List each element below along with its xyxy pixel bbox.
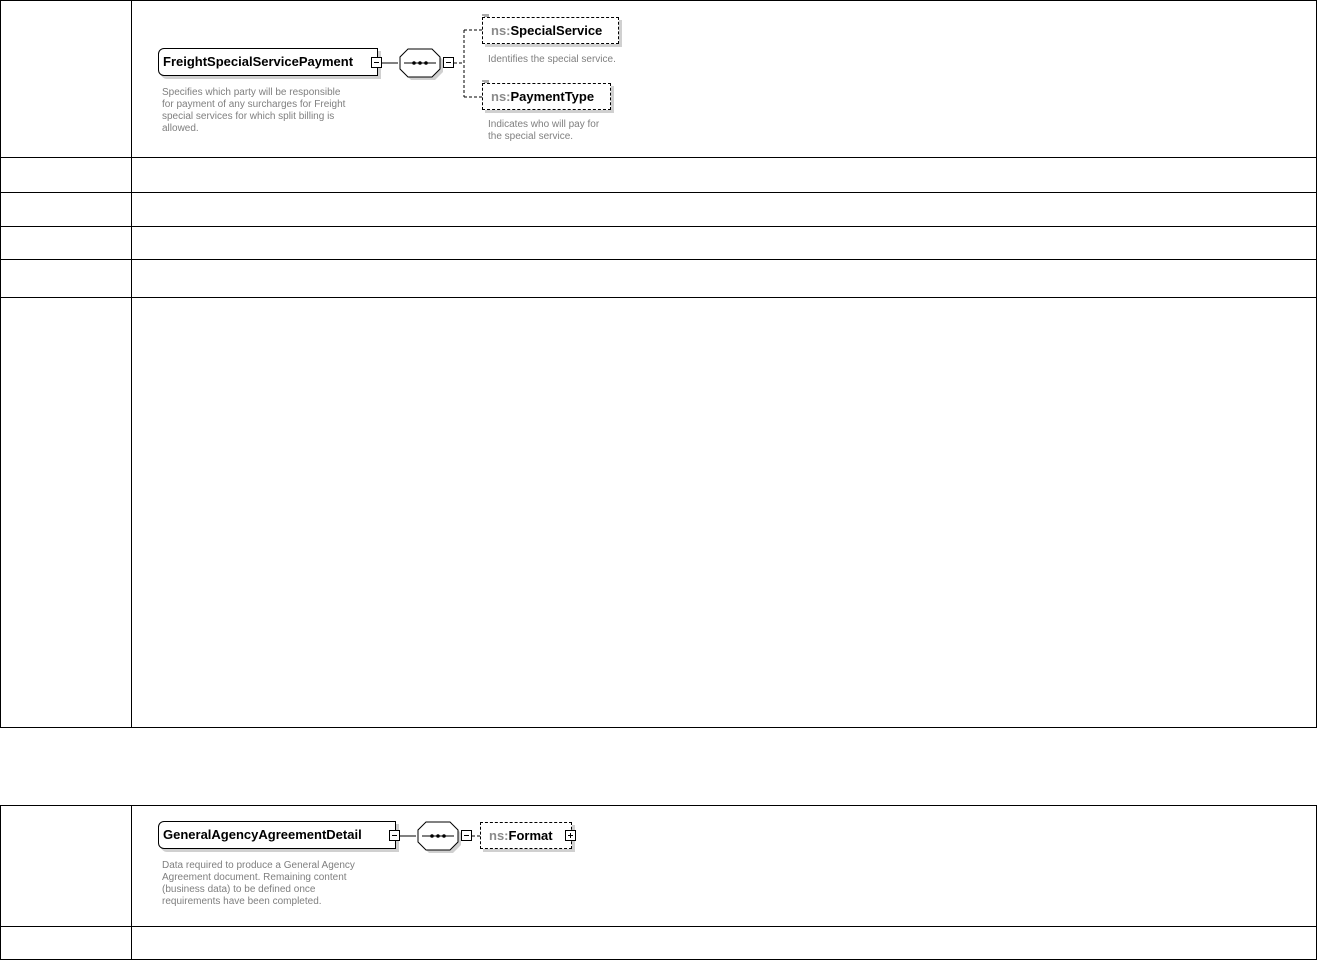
special-service-documentation: Identifies the special service. (488, 54, 616, 65)
value-cell (132, 227, 1317, 260)
root-element-name: FreightSpecialServicePayment (163, 54, 354, 69)
root-documentation: Data required to produce a General Agency Agreement document. Remaining content (business data) to be defined once requirements have been completed. (162, 860, 355, 907)
child-element-format[interactable]: ns:Format (480, 822, 572, 849)
label-cell (1, 927, 132, 960)
payment-type-documentation: Indicates who will pay for the special service. (488, 119, 600, 142)
collapse-toggle-icon[interactable] (461, 830, 472, 841)
value-cell (132, 260, 1317, 298)
sequence-dot (442, 834, 446, 838)
child-element-special-service[interactable]: ns:SpecialService (482, 17, 619, 44)
expand-toggle-icon[interactable] (565, 830, 576, 841)
label-cell (1, 227, 132, 260)
diagram-cell (132, 806, 1317, 927)
root-documentation: Specifies which party will be responsible for payment of any surcharges for Freight special services for which split billing is allowed. (162, 87, 346, 134)
schema-table-2 (0, 805, 1317, 960)
collapse-toggle-icon[interactable] (389, 830, 400, 841)
source-cell (132, 298, 1317, 728)
root-element-name: GeneralAgencyAgreementDetail (163, 827, 362, 842)
label-cell (1, 298, 132, 728)
collapse-toggle-icon[interactable] (443, 57, 454, 68)
value-cell (132, 193, 1317, 227)
sequence-dot (424, 61, 428, 65)
label-cell (1, 806, 132, 927)
value-cell (132, 927, 1317, 960)
sequence-dot (412, 61, 416, 65)
root-element-box[interactable] (158, 48, 378, 76)
collapse-toggle-icon[interactable] (371, 57, 382, 68)
label-cell (1, 260, 132, 298)
sequence-dot (430, 834, 434, 838)
label-cell (1, 158, 132, 193)
value-cell (132, 158, 1317, 193)
diagram-cell (132, 1, 1317, 158)
label-cell (1, 193, 132, 227)
root-element-box[interactable] (158, 821, 396, 849)
label-cell (1, 1, 132, 158)
child-element-payment-type[interactable]: ns:PaymentType (482, 83, 611, 110)
sequence-dot (436, 834, 440, 838)
sequence-dot (418, 61, 422, 65)
